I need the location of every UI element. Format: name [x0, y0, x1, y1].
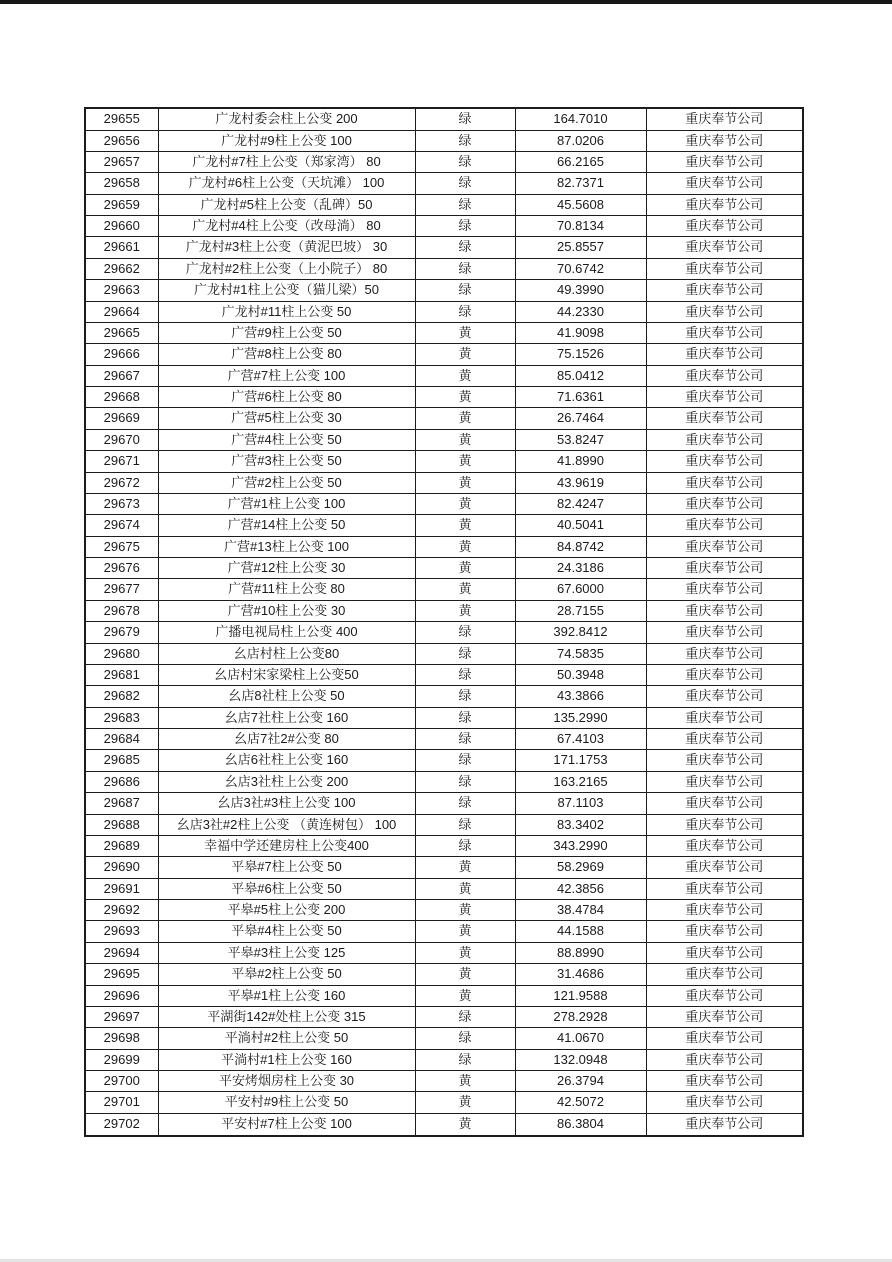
cell-name: 平湖街142#处柱上公变 315: [158, 1006, 415, 1027]
cell-company: 重庆奉节公司: [646, 900, 803, 921]
cell-company: 重庆奉节公司: [646, 729, 803, 750]
cell-name: 平皋#2柱上公变 50: [158, 964, 415, 985]
table-row: [85, 900, 803, 921]
cell-company: 重庆奉节公司: [646, 1071, 803, 1092]
cell-value: 392.8412: [515, 622, 646, 643]
cell-id: 29658: [85, 173, 158, 194]
table-row: [85, 985, 803, 1006]
cell-id: 29702: [85, 1113, 158, 1136]
cell-name: 广营#3柱上公变 50: [158, 451, 415, 472]
cell-id: 29672: [85, 472, 158, 493]
cell-id: 29676: [85, 558, 158, 579]
cell-status: 绿: [415, 664, 515, 685]
cell-name: 幺店3社柱上公变 200: [158, 771, 415, 792]
cell-value: 121.9588: [515, 985, 646, 1006]
cell-value: 50.3948: [515, 664, 646, 685]
cell-value: 42.3856: [515, 878, 646, 899]
cell-company: 重庆奉节公司: [646, 344, 803, 365]
cell-name: 平皋#3柱上公变 125: [158, 942, 415, 963]
cell-id: 29690: [85, 857, 158, 878]
cell-status: 黄: [415, 600, 515, 621]
cell-name: 广龙村#1柱上公变（猫儿梁）50: [158, 280, 415, 301]
table-row: [85, 344, 803, 365]
cell-value: 75.1526: [515, 344, 646, 365]
cell-name: 广营#1柱上公变 100: [158, 493, 415, 514]
cell-value: 87.1103: [515, 793, 646, 814]
cell-company: 重庆奉节公司: [646, 814, 803, 835]
cell-name: 广龙村#2柱上公变（上小院子） 80: [158, 258, 415, 279]
table-row: [85, 921, 803, 942]
cell-id: 29675: [85, 536, 158, 557]
cell-value: 49.3990: [515, 280, 646, 301]
table-row: [85, 1113, 803, 1136]
cell-name: 幺店3社#2柱上公变 （黄连树包） 100: [158, 814, 415, 835]
cell-status: 绿: [415, 280, 515, 301]
cell-value: 171.1753: [515, 750, 646, 771]
cell-status: 黄: [415, 387, 515, 408]
cell-company: 重庆奉节公司: [646, 558, 803, 579]
table-row: [85, 108, 803, 130]
cell-status: 黄: [415, 857, 515, 878]
table-row: [85, 964, 803, 985]
cell-name: 平淌村#1柱上公变 160: [158, 1049, 415, 1070]
cell-status: 黄: [415, 900, 515, 921]
table-row: [85, 408, 803, 429]
cell-status: 绿: [415, 814, 515, 835]
cell-status: 黄: [415, 579, 515, 600]
table-row: [85, 1071, 803, 1092]
cell-status: 绿: [415, 130, 515, 151]
cell-name: 广营#11柱上公变 80: [158, 579, 415, 600]
cell-company: 重庆奉节公司: [646, 707, 803, 728]
cell-name: 广营#9柱上公变 50: [158, 322, 415, 343]
table-body: [85, 108, 803, 1136]
cell-name: 平淌村#2柱上公变 50: [158, 1028, 415, 1049]
table-row: [85, 151, 803, 172]
cell-value: 31.4686: [515, 964, 646, 985]
cell-id: 29689: [85, 835, 158, 856]
cell-status: 绿: [415, 1049, 515, 1070]
cell-id: 29688: [85, 814, 158, 835]
table-row: [85, 942, 803, 963]
cell-value: 67.4103: [515, 729, 646, 750]
cell-status: 绿: [415, 258, 515, 279]
cell-name: 广龙村#4柱上公变（改母淌） 80: [158, 216, 415, 237]
cell-company: 重庆奉节公司: [646, 1028, 803, 1049]
cell-company: 重庆奉节公司: [646, 472, 803, 493]
cell-status: 绿: [415, 108, 515, 130]
table-row: [85, 600, 803, 621]
cell-name: 广营#10柱上公变 30: [158, 600, 415, 621]
cell-status: 绿: [415, 793, 515, 814]
cell-company: 重庆奉节公司: [646, 942, 803, 963]
cell-id: 29698: [85, 1028, 158, 1049]
table-row: [85, 173, 803, 194]
cell-name: 广营#8柱上公变 80: [158, 344, 415, 365]
cell-id: 29684: [85, 729, 158, 750]
cell-name: 广营#12柱上公变 30: [158, 558, 415, 579]
cell-name: 广播电视局柱上公变 400: [158, 622, 415, 643]
cell-company: 重庆奉节公司: [646, 429, 803, 450]
cell-value: 42.5072: [515, 1092, 646, 1113]
cell-company: 重庆奉节公司: [646, 771, 803, 792]
cell-name: 幺店村柱上公变80: [158, 643, 415, 664]
cell-company: 重庆奉节公司: [646, 579, 803, 600]
cell-status: 绿: [415, 686, 515, 707]
cell-id: 29662: [85, 258, 158, 279]
cell-value: 343.2990: [515, 835, 646, 856]
cell-company: 重庆奉节公司: [646, 664, 803, 685]
cell-company: 重庆奉节公司: [646, 643, 803, 664]
table-row: [85, 429, 803, 450]
cell-name: 广营#6柱上公变 80: [158, 387, 415, 408]
cell-company: 重庆奉节公司: [646, 365, 803, 386]
cell-status: 黄: [415, 408, 515, 429]
cell-id: 29697: [85, 1006, 158, 1027]
cell-id: 29681: [85, 664, 158, 685]
cell-status: 绿: [415, 707, 515, 728]
cell-value: 45.5608: [515, 194, 646, 215]
cell-company: 重庆奉节公司: [646, 237, 803, 258]
cell-id: 29664: [85, 301, 158, 322]
cell-id: 29699: [85, 1049, 158, 1070]
cell-company: 重庆奉节公司: [646, 1092, 803, 1113]
cell-name: 广营#2柱上公变 50: [158, 472, 415, 493]
cell-id: 29668: [85, 387, 158, 408]
cell-company: 重庆奉节公司: [646, 1113, 803, 1136]
cell-id: 29661: [85, 237, 158, 258]
cell-name: 幺店村宋家梁柱上公变50: [158, 664, 415, 685]
table-row: [85, 216, 803, 237]
cell-status: 黄: [415, 985, 515, 1006]
cell-company: 重庆奉节公司: [646, 258, 803, 279]
table-row: [85, 258, 803, 279]
cell-company: 重庆奉节公司: [646, 750, 803, 771]
cell-status: 绿: [415, 622, 515, 643]
cell-id: 29695: [85, 964, 158, 985]
cell-value: 41.8990: [515, 451, 646, 472]
cell-company: 重庆奉节公司: [646, 322, 803, 343]
cell-status: 黄: [415, 429, 515, 450]
cell-name: 幺店7社2#公变 80: [158, 729, 415, 750]
cell-status: 绿: [415, 173, 515, 194]
cell-value: 41.9098: [515, 322, 646, 343]
cell-name: 广龙村#3柱上公变（黄泥巴坡） 30: [158, 237, 415, 258]
cell-value: 74.5835: [515, 643, 646, 664]
cell-name: 平皋#1柱上公变 160: [158, 985, 415, 1006]
cell-name: 广营#4柱上公变 50: [158, 429, 415, 450]
cell-status: 绿: [415, 750, 515, 771]
table-row: [85, 536, 803, 557]
cell-id: 29665: [85, 322, 158, 343]
table-row: [85, 750, 803, 771]
table-row: [85, 451, 803, 472]
table-row: [85, 301, 803, 322]
cell-company: 重庆奉节公司: [646, 857, 803, 878]
cell-value: 82.4247: [515, 493, 646, 514]
cell-status: 黄: [415, 942, 515, 963]
cell-id: 29673: [85, 493, 158, 514]
cell-company: 重庆奉节公司: [646, 985, 803, 1006]
cell-id: 29691: [85, 878, 158, 899]
cell-value: 70.8134: [515, 216, 646, 237]
cell-name: 平安村#7柱上公变 100: [158, 1113, 415, 1136]
cell-company: 重庆奉节公司: [646, 301, 803, 322]
cell-company: 重庆奉节公司: [646, 686, 803, 707]
cell-name: 广龙村#6柱上公变（天坑滩） 100: [158, 173, 415, 194]
cell-value: 28.7155: [515, 600, 646, 621]
cell-company: 重庆奉节公司: [646, 493, 803, 514]
cell-id: 29671: [85, 451, 158, 472]
cell-status: 绿: [415, 1028, 515, 1049]
cell-status: 黄: [415, 344, 515, 365]
cell-value: 25.8557: [515, 237, 646, 258]
cell-status: 黄: [415, 878, 515, 899]
cell-id: 29696: [85, 985, 158, 1006]
cell-name: 幺店7社柱上公变 160: [158, 707, 415, 728]
cell-company: 重庆奉节公司: [646, 151, 803, 172]
table-row: [85, 686, 803, 707]
cell-company: 重庆奉节公司: [646, 878, 803, 899]
table-row: [85, 835, 803, 856]
cell-name: 平皋#6柱上公变 50: [158, 878, 415, 899]
table-row: [85, 558, 803, 579]
table-row: [85, 857, 803, 878]
table-row: [85, 1092, 803, 1113]
cell-id: 29657: [85, 151, 158, 172]
cell-value: 85.0412: [515, 365, 646, 386]
cell-value: 86.3804: [515, 1113, 646, 1136]
cell-id: 29669: [85, 408, 158, 429]
cell-id: 29685: [85, 750, 158, 771]
cell-value: 58.2969: [515, 857, 646, 878]
cell-status: 黄: [415, 515, 515, 536]
cell-name: 广营#14柱上公变 50: [158, 515, 415, 536]
cell-name: 平安村#9柱上公变 50: [158, 1092, 415, 1113]
cell-name: 平安烤烟房柱上公变 30: [158, 1071, 415, 1092]
cell-status: 绿: [415, 1006, 515, 1027]
cell-company: 重庆奉节公司: [646, 835, 803, 856]
cell-value: 66.2165: [515, 151, 646, 172]
cell-name: 广龙村#7柱上公变（郑家湾） 80: [158, 151, 415, 172]
cell-value: 135.2990: [515, 707, 646, 728]
cell-value: 43.3866: [515, 686, 646, 707]
cell-name: 平皋#7柱上公变 50: [158, 857, 415, 878]
cell-id: 29686: [85, 771, 158, 792]
cell-company: 重庆奉节公司: [646, 600, 803, 621]
cell-status: 黄: [415, 536, 515, 557]
cell-value: 82.7371: [515, 173, 646, 194]
cell-value: 88.8990: [515, 942, 646, 963]
table-row: [85, 365, 803, 386]
cell-value: 132.0948: [515, 1049, 646, 1070]
table-row: [85, 515, 803, 536]
table-row: [85, 622, 803, 643]
cell-id: 29693: [85, 921, 158, 942]
cell-id: 29694: [85, 942, 158, 963]
cell-company: 重庆奉节公司: [646, 1049, 803, 1070]
cell-status: 黄: [415, 1071, 515, 1092]
cell-value: 53.8247: [515, 429, 646, 450]
cell-name: 广龙村#11柱上公变 50: [158, 301, 415, 322]
cell-id: 29674: [85, 515, 158, 536]
cell-status: 绿: [415, 151, 515, 172]
cell-company: 重庆奉节公司: [646, 173, 803, 194]
cell-company: 重庆奉节公司: [646, 515, 803, 536]
cell-status: 绿: [415, 729, 515, 750]
cell-name: 幺店6社柱上公变 160: [158, 750, 415, 771]
cell-id: 29670: [85, 429, 158, 450]
cell-id: 29667: [85, 365, 158, 386]
table-row: [85, 1049, 803, 1070]
cell-company: 重庆奉节公司: [646, 536, 803, 557]
table-row: [85, 643, 803, 664]
cell-status: 黄: [415, 322, 515, 343]
cell-company: 重庆奉节公司: [646, 451, 803, 472]
table-row: [85, 130, 803, 151]
cell-name: 平皋#4柱上公变 50: [158, 921, 415, 942]
cell-status: 黄: [415, 493, 515, 514]
cell-name: 幺店8社柱上公变 50: [158, 686, 415, 707]
cell-value: 67.6000: [515, 579, 646, 600]
cell-name: 广营#7柱上公变 100: [158, 365, 415, 386]
cell-value: 38.4784: [515, 900, 646, 921]
scan-edge-top: [0, 0, 892, 4]
cell-status: 绿: [415, 216, 515, 237]
cell-value: 44.2330: [515, 301, 646, 322]
cell-value: 83.3402: [515, 814, 646, 835]
cell-company: 重庆奉节公司: [646, 964, 803, 985]
cell-id: 29687: [85, 793, 158, 814]
cell-id: 29663: [85, 280, 158, 301]
table-row: [85, 472, 803, 493]
table-row: [85, 814, 803, 835]
cell-id: 29680: [85, 643, 158, 664]
cell-value: 71.6361: [515, 387, 646, 408]
table-row: [85, 280, 803, 301]
table-row: [85, 579, 803, 600]
cell-company: 重庆奉节公司: [646, 194, 803, 215]
cell-id: 29659: [85, 194, 158, 215]
cell-company: 重庆奉节公司: [646, 130, 803, 151]
cell-status: 绿: [415, 194, 515, 215]
cell-value: 26.3794: [515, 1071, 646, 1092]
cell-value: 41.0670: [515, 1028, 646, 1049]
cell-name: 广龙村委会柱上公变 200: [158, 108, 415, 130]
cell-company: 重庆奉节公司: [646, 387, 803, 408]
cell-status: 绿: [415, 643, 515, 664]
cell-status: 黄: [415, 365, 515, 386]
cell-value: 24.3186: [515, 558, 646, 579]
cell-name: 广营#5柱上公变 30: [158, 408, 415, 429]
cell-value: 84.8742: [515, 536, 646, 557]
cell-company: 重庆奉节公司: [646, 108, 803, 130]
cell-name: 广营#13柱上公变 100: [158, 536, 415, 557]
cell-status: 黄: [415, 921, 515, 942]
cell-status: 黄: [415, 964, 515, 985]
cell-status: 绿: [415, 771, 515, 792]
table-row: [85, 1028, 803, 1049]
cell-value: 164.7010: [515, 108, 646, 130]
cell-company: 重庆奉节公司: [646, 216, 803, 237]
cell-company: 重庆奉节公司: [646, 793, 803, 814]
cell-status: 绿: [415, 835, 515, 856]
table-row: [85, 729, 803, 750]
table-row: [85, 793, 803, 814]
cell-id: 29682: [85, 686, 158, 707]
cell-value: 43.9619: [515, 472, 646, 493]
table-row: [85, 387, 803, 408]
cell-name: 幺店3社#3柱上公变 100: [158, 793, 415, 814]
cell-id: 29678: [85, 600, 158, 621]
cell-id: 29679: [85, 622, 158, 643]
cell-name: 平皋#5柱上公变 200: [158, 900, 415, 921]
transformer-table: [84, 107, 804, 1137]
cell-value: 40.5041: [515, 515, 646, 536]
cell-status: 黄: [415, 1113, 515, 1136]
table-row: [85, 707, 803, 728]
cell-company: 重庆奉节公司: [646, 408, 803, 429]
cell-company: 重庆奉节公司: [646, 622, 803, 643]
cell-value: 87.0206: [515, 130, 646, 151]
cell-company: 重庆奉节公司: [646, 1006, 803, 1027]
cell-id: 29701: [85, 1092, 158, 1113]
table-row: [85, 493, 803, 514]
table-row: [85, 237, 803, 258]
cell-status: 黄: [415, 558, 515, 579]
cell-value: 26.7464: [515, 408, 646, 429]
cell-id: 29656: [85, 130, 158, 151]
cell-status: 黄: [415, 472, 515, 493]
cell-id: 29700: [85, 1071, 158, 1092]
cell-name: 广龙村#5柱上公变（乱碑）50: [158, 194, 415, 215]
cell-id: 29660: [85, 216, 158, 237]
cell-value: 44.1588: [515, 921, 646, 942]
cell-id: 29683: [85, 707, 158, 728]
cell-value: 278.2928: [515, 1006, 646, 1027]
cell-status: 黄: [415, 1092, 515, 1113]
cell-value: 163.2165: [515, 771, 646, 792]
cell-company: 重庆奉节公司: [646, 921, 803, 942]
cell-status: 黄: [415, 451, 515, 472]
table-row: [85, 194, 803, 215]
table-row: [85, 771, 803, 792]
cell-id: 29677: [85, 579, 158, 600]
cell-name: 幸福中学还建房柱上公变400: [158, 835, 415, 856]
cell-name: 广龙村#9柱上公变 100: [158, 130, 415, 151]
cell-company: 重庆奉节公司: [646, 280, 803, 301]
table-row: [85, 878, 803, 899]
cell-value: 70.6742: [515, 258, 646, 279]
cell-status: 绿: [415, 301, 515, 322]
table-row: [85, 664, 803, 685]
table-row: [85, 322, 803, 343]
cell-status: 绿: [415, 237, 515, 258]
cell-id: 29692: [85, 900, 158, 921]
table-row: [85, 1006, 803, 1027]
cell-id: 29666: [85, 344, 158, 365]
cell-id: 29655: [85, 108, 158, 130]
